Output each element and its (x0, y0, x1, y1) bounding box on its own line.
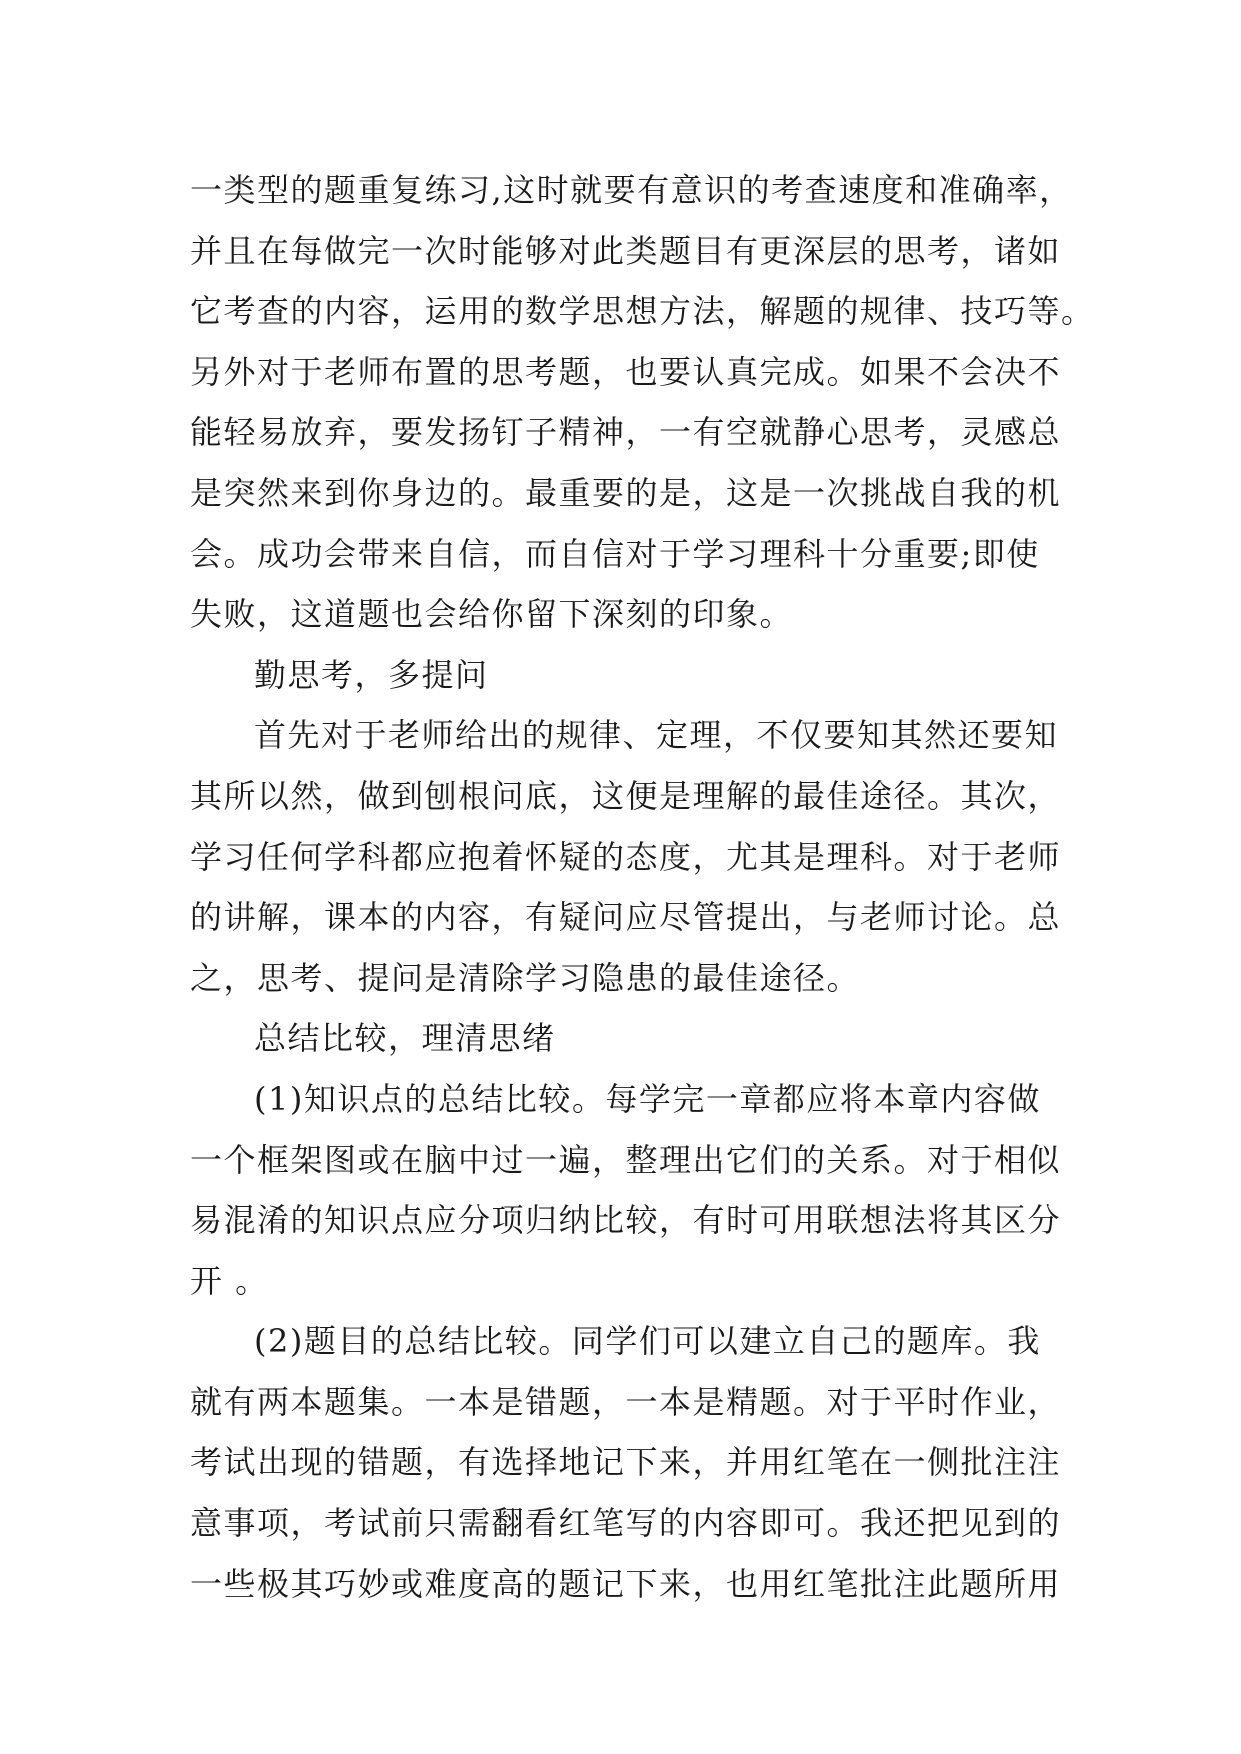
text-line: 就有两本题集。一本是错题，一本是精题。对于平时作业， (190, 1382, 1062, 1421)
document-page (190, 160, 1095, 1614)
text-line: 易混淆的知识点应分项归纳比较，有时可用联想法将其区分 (190, 1201, 1062, 1240)
text-line: 一些极其巧妙或难度高的题记下来，也用红笔批注此题所用 (190, 1564, 1062, 1603)
section-heading: 总结比较，理清思绪 (254, 1019, 556, 1058)
text-line: 学习任何学科都应抱着怀疑的态度，尤其是理科。对于老师 (190, 837, 1062, 876)
text-line: 开 。 (190, 1261, 269, 1300)
text-line: 另外对于老师布置的思考题，也要认真完成。如果不会决不 (190, 352, 1062, 391)
text-line: 首先对于老师给出的规律、定理，不仅要知其然还要知 (254, 716, 1059, 755)
text-line: 并且在每做完一次时能够对此类题目有更深层的思考，诸如 (190, 231, 1062, 270)
text-line: 考试出现的错题，有选择地记下来，并用红笔在一侧批注注 (190, 1443, 1062, 1482)
section-heading: 勤思考，多提问 (254, 655, 489, 694)
text-line: 失败，这道题也会给你留下深刻的印象。 (190, 595, 794, 634)
text-line: 的讲解，课本的内容，有疑问应尽管提出，与老师讨论。总 (190, 898, 1062, 937)
text-line: 是突然来到你身边的。最重要的是，这是一次挑战自我的机 (190, 473, 1062, 512)
text-line: 之，思考、提问是清除学习隐患的最佳途径。 (190, 958, 861, 997)
text-line: (2)题目的总结比较。同学们可以建立自己的题库。我 (254, 1322, 1041, 1361)
text-line: 一个框架图或在脑中过一遍，整理出它们的关系。对于相似 (190, 1140, 1062, 1179)
text-line: 其所以然，做到刨根问底，这便是理解的最佳途径。其次， (190, 776, 1062, 815)
text-line: (1)知识点的总结比较。每学完一章都应将本章内容做 (254, 1079, 1041, 1118)
text-line: 它考查的内容，运用的数学思想方法，解题的规律、技巧等。 (190, 292, 1095, 331)
text-line: 能轻易放弃，要发扬钉子精神，一有空就静心思考，灵感总 (190, 413, 1062, 452)
text-line: 会。成功会带来自信，而自信对于学习理科十分重要;即使 (190, 534, 1040, 573)
text-line: 一类型的题重复练习,这时就要有意识的考查速度和准确率， (190, 171, 1073, 209)
text-line: 意事项，考试前只需翻看红笔写的内容即可。我还把见到的 (190, 1504, 1062, 1543)
